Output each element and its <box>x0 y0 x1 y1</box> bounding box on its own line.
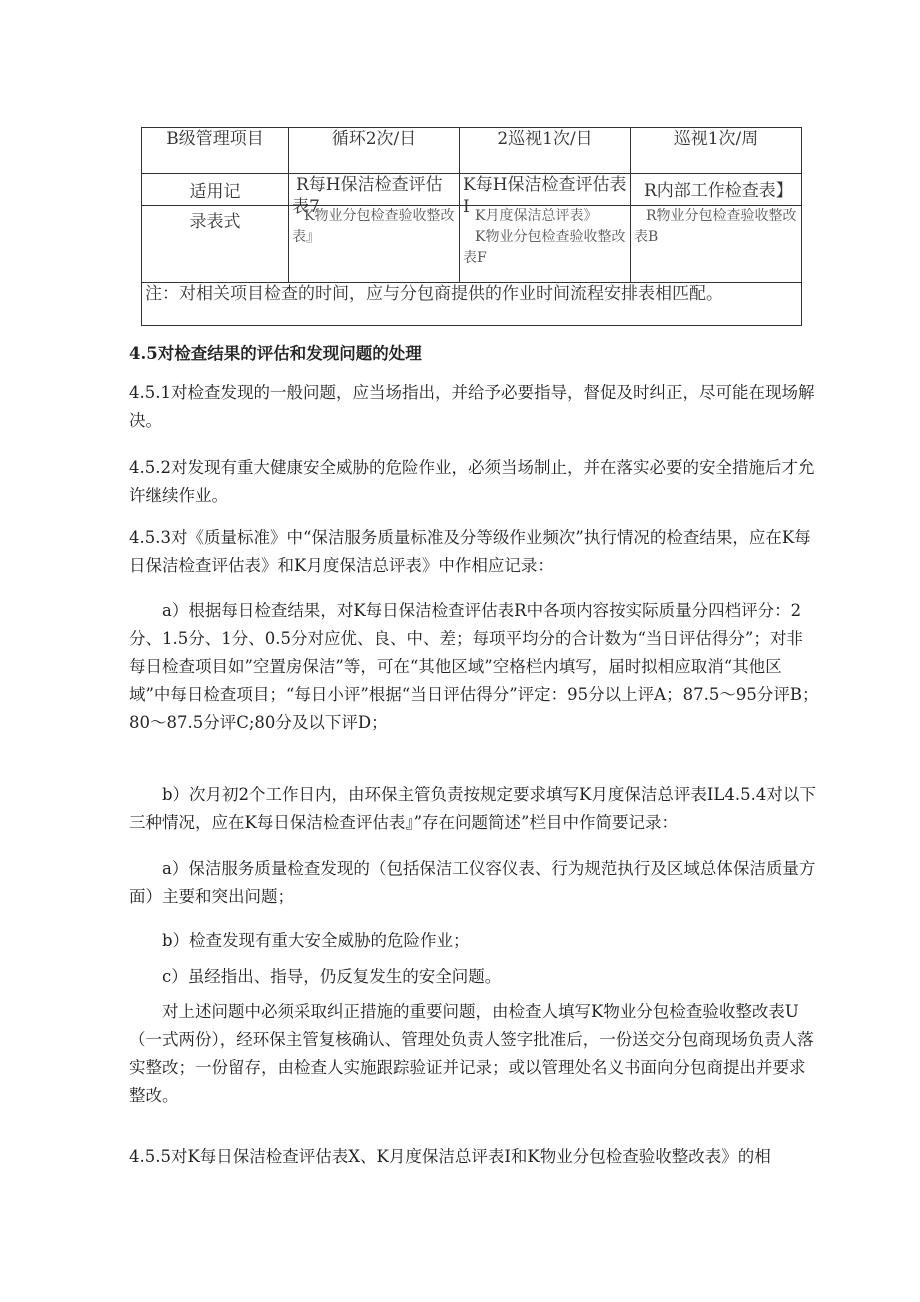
form-name: K物业分包检查验收整改表F <box>463 229 626 266</box>
form-name: R物业分包检查验收整改表B <box>634 208 797 245</box>
paragraph: b）次月初2个工作日内，由环保主管负责按规定要求填写K月度保洁总评表IL4.5.4对以下三种情况，应在K每日保洁检查评估表』”存在问题简述”栏目中作简要记录： <box>129 785 816 832</box>
paragraph: 4.5.5对K每日保洁检查评估表X、K月度保洁总评表I和K物业分包检查验收整改表》的相 <box>129 1147 771 1166</box>
table-cell <box>289 174 460 217</box>
paragraph: 对上述问题中必须采取纠正措施的重要问题，由检查人填写K物业分包检查验收整改表U（一式两份），经环保主管复核确认、管理处负责人签字批准后，一份送交分包商现场负责人落实整改；一份留存，由检查人实施跟踪验证并记录；或以管理处名义书面向分包商提出并要求整改。 <box>129 1002 814 1105</box>
form-name: K物业分包检查验收整改表』 <box>292 208 455 245</box>
table-note: 注：对相关项目检查的时间，应与分包商提供的作业时间流程安排表相匹配。 <box>142 283 802 326</box>
table-row <box>142 283 802 326</box>
paragraph: 4.5.2对发现有重大健康安全威胁的危险作业，必须当场制止，并在落实必要的安全措施后才允许继续作业。 <box>129 458 815 505</box>
section-heading: 4.5对检查结果的评估和发现问题的处理 <box>129 344 422 363</box>
inspection-frequency-table <box>141 127 802 326</box>
table-cell <box>631 174 802 206</box>
table-cell <box>460 206 631 283</box>
form-name: K每H保洁检查评估表I <box>463 175 627 217</box>
row-label: 适用记 <box>189 182 241 202</box>
table-cell: 巡视1次/周 <box>631 128 802 174</box>
table-row <box>142 174 802 206</box>
table-cell: 循环2次/日 <box>289 128 460 174</box>
form-name: K月度保洁总评表》 <box>475 208 598 224</box>
table-row <box>142 128 802 174</box>
row-label: 录表式 <box>189 212 241 232</box>
table-cell <box>142 174 289 206</box>
paragraph: a）根据每日检查结果，对K每日保洁检查评估表R中各项内容按实际质量分四档评分：2分、1.5分、1分、0.5分对应优、良、中、差；每项平均分的合计数为“当日评估得分”；对非每日检查项目如”空置房保洁”等，可在“其他区域”空格栏内填写，届时拟相应取消“其他区域”中每日检查项目；“每日小评”根据“当日评估得分”评定：95分以上评A；87.5～95分评B；80～87.5分评C;80分及以下评D； <box>129 601 819 732</box>
paragraph: c）虽经指出、指导，仍反复发生的安全问题。 <box>162 967 502 986</box>
paragraph: 4.5.1对检查发现的一般问题，应当场指出，并给予必要指导，督促及时纠正，尽可能在现场解决。 <box>129 383 815 430</box>
table-row <box>142 206 802 283</box>
form-name: R每H保洁检查评估表7 <box>292 175 443 217</box>
paragraph: 4.5.3对《质量标准》中“保洁服务质量标准及分等级作业频次”执行情况的检查结果，应在K每日保洁检查评估表》和K月度保洁总评表》中作相应记录： <box>129 528 811 575</box>
table-cell <box>631 206 802 283</box>
table-cell <box>289 206 460 283</box>
form-name: R内部工作检查表】 <box>644 181 793 201</box>
table-cell: 2巡视1次/日 <box>460 128 631 174</box>
table-cell: B级管理项目 <box>142 128 289 174</box>
paragraph: a）保洁服务质量检查发现的（包括保洁工仪容仪表、行为规范执行及区域总体保洁质量方面）主要和突出问题； <box>129 859 816 906</box>
table-cell <box>142 206 289 283</box>
paragraph: b）检查发现有重大安全威胁的危险作业； <box>162 931 470 950</box>
